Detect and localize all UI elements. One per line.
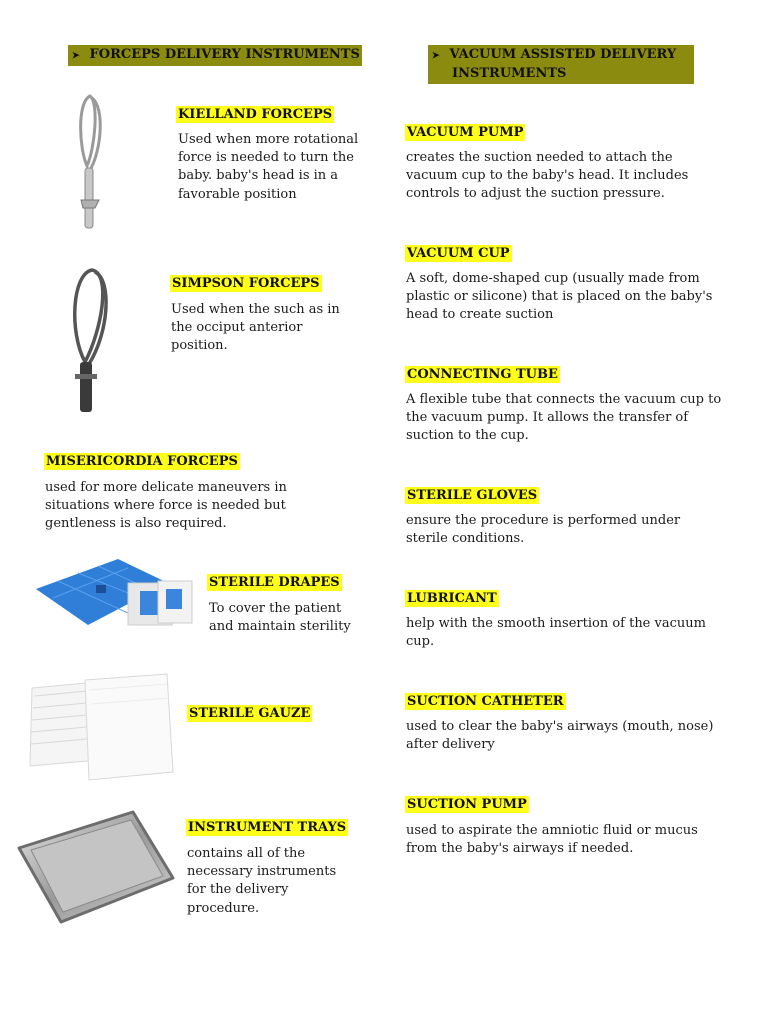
lubricant-title: LUBRICANT (407, 591, 497, 606)
suction-catheter-title: SUCTION CATHETER (407, 694, 564, 709)
arrow-bullet-icon: ➤ (432, 51, 440, 61)
sterile-drapes-title: STERILE DRAPES (209, 575, 340, 590)
misericordia-forceps-title: MISERICORDIA FORCEPS (46, 454, 238, 469)
vacuum-cup-desc: A soft, dome-shaped cup (usually made from plastic or silicone) that is placed on the baby's head to create suction (406, 271, 713, 323)
sterile-drapes-image (18, 553, 198, 635)
lubricant-desc: help with the smooth insertion of the vacuum cup. (406, 616, 706, 650)
arrow-bullet-icon: ➤ (72, 51, 80, 61)
kielland-forceps-title: KIELLAND FORCEPS (178, 107, 333, 122)
sterile-gauze-image (27, 668, 177, 784)
sterile-gauze-title: STERILE GAUZE (189, 706, 311, 721)
connecting-tube-title: CONNECTING TUBE (407, 367, 558, 382)
kielland-forceps-image (25, 88, 155, 240)
sterile-gloves-desc: ensure the procedure is performed under sterile conditions. (406, 513, 681, 547)
misericordia-forceps-desc: used for more delicate maneuvers in situations where force is needed but gentleness is also required. (45, 480, 287, 532)
instrument-trays-desc: contains all of the necessary instruments for the delivery procedure. (187, 846, 337, 916)
vacuum-pump-desc: creates the suction needed to attach the vacuum cup to the baby's head. It includes controls to adjust the suction pressure. (406, 150, 689, 202)
suction-pump-desc: used to aspirate the amniotic fluid or mucus from the baby's airways if needed. (406, 823, 698, 857)
simpson-forceps-title: SIMPSON FORCEPS (172, 276, 320, 291)
connecting-tube-desc: A flexible tube that connects the vacuum cup to the vacuum pump. It allows the transfer of suction to the cup. (406, 392, 722, 444)
vacuum-cup-title: VACUUM CUP (407, 246, 510, 261)
sterile-drapes-desc: To cover the patient and maintain sterility (209, 601, 351, 635)
right-section-heading (428, 45, 694, 84)
simpson-forceps-desc: Used when the such as in the occiput anterior position. (171, 302, 340, 354)
left-section-heading (68, 45, 362, 66)
sterile-gloves-title: STERILE GLOVES (407, 488, 538, 503)
instrument-trays-image (13, 808, 178, 928)
left-heading-text: FORCEPS DELIVERY INSTRUMENTS (89, 47, 360, 62)
vacuum-pump-title: VACUUM PUMP (407, 125, 524, 140)
right-heading-text: VACUUM ASSISTED DELIVERY INSTRUMENTS (449, 47, 677, 81)
kielland-forceps-desc: Used when more rotational force is needed to turn the baby. baby's head is in a favorable position (178, 132, 359, 202)
simpson-forceps-image (17, 262, 157, 420)
suction-pump-title: SUCTION PUMP (407, 797, 527, 812)
suction-catheter-desc: used to clear the baby's airways (mouth, nose) after delivery (406, 719, 714, 753)
instrument-trays-title: INSTRUMENT TRAYS (188, 820, 347, 835)
